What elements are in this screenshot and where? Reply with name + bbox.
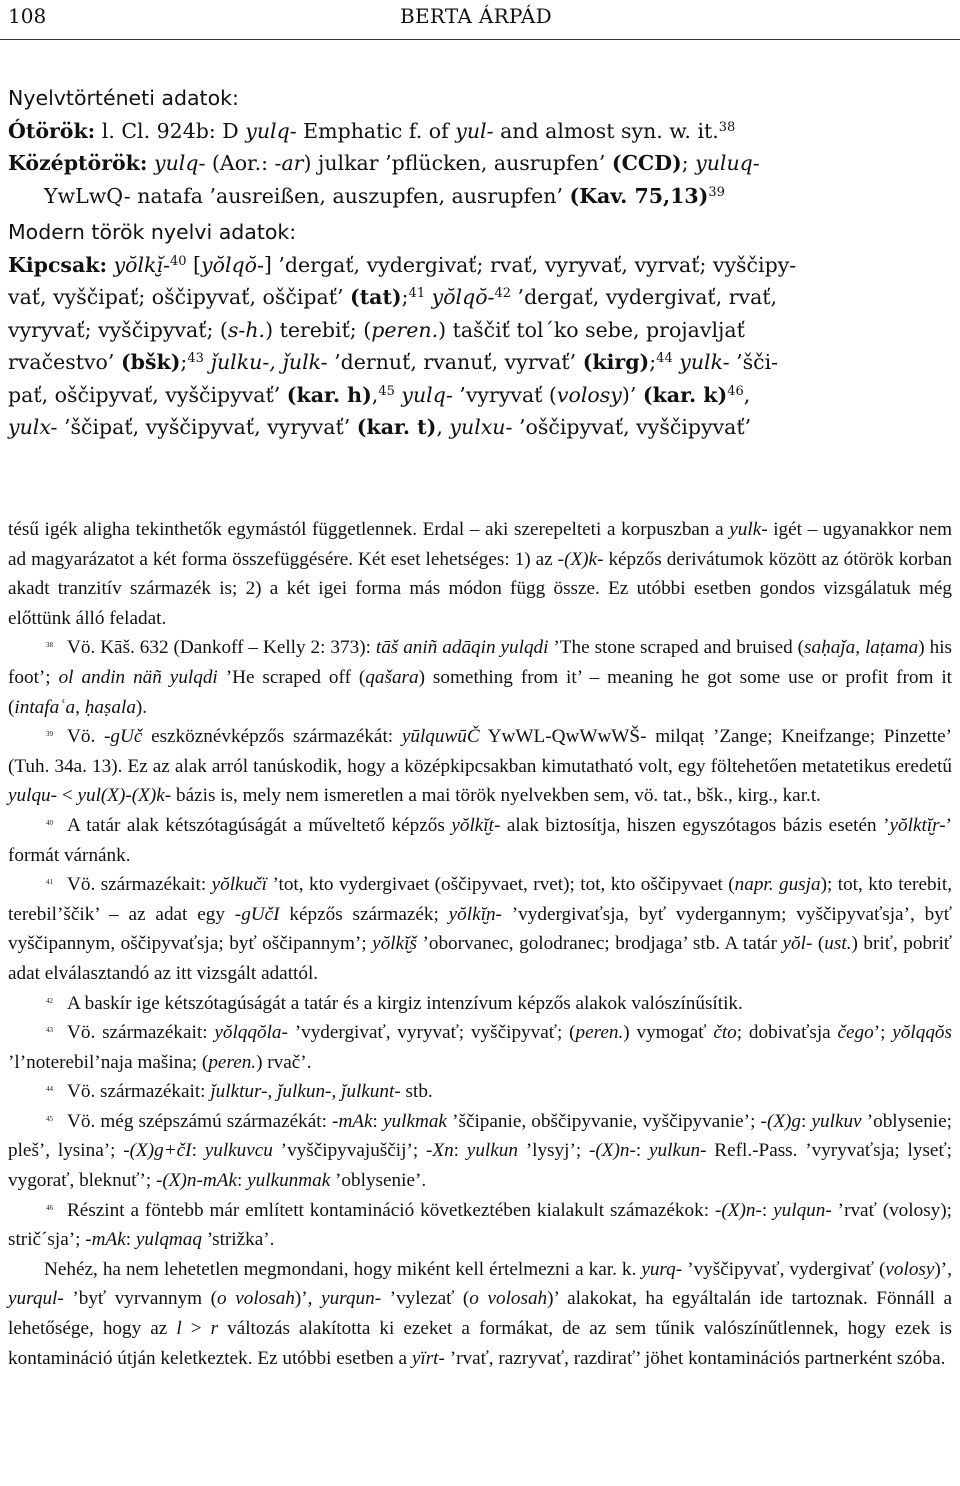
page-number: 108: [8, 4, 47, 28]
footnote-number: 44: [46, 1085, 53, 1094]
text: YwLwQ- natafa ’ausreißen, auszupfen, ausrupfen’: [44, 183, 570, 208]
footnote-number: 41: [46, 878, 53, 887]
word: yŏlqŏ-: [201, 252, 264, 277]
word: yŏlktĭ̮r-: [889, 814, 946, 836]
word: yurq-: [641, 1258, 683, 1280]
footnote-ref: 38: [718, 119, 736, 135]
text: ,: [743, 382, 751, 407]
text: ’tot, kto vydergivaet (oščipyvaet, rvet); tot, kto oščipyvaet (: [267, 874, 735, 896]
word: yŏlkĭ̮-: [113, 252, 170, 277]
text: ’He scraped off (: [217, 666, 366, 688]
text: változás alakította ki ezeket a formákat, de az sem tűnik valószínűtlennek, hogy ezek is kontamináció útján keletkeztek. Ez utóbbi esetben a: [8, 1318, 953, 1369]
text: alak biztosítja, hiszen egyszótagos bázis esetén ’: [500, 814, 890, 836]
text: ’ formát várnánk.: [8, 814, 952, 866]
text: Vö. származékait:: [67, 1081, 211, 1103]
text: [: [186, 252, 202, 277]
word: (X)g: [766, 1110, 802, 1132]
text: Vö. származékait:: [67, 874, 212, 896]
text: ’vylezať (: [381, 1288, 470, 1310]
historical-heading: Nyelvtörténeti adatok:: [8, 86, 239, 110]
footnote-number: 45: [46, 1114, 53, 1123]
footnote-ref: 46: [727, 383, 744, 399]
text: ’oborvanec, golodranec; brodjaga’ stb. A tatár: [416, 933, 783, 955]
footnotes: [8, 515, 952, 1373]
word: yulkunmak: [247, 1170, 331, 1192]
text: ’The stone scraped and bruised (: [548, 637, 805, 659]
word: (X)n-: [721, 1199, 762, 1221]
word: yul(X)-(X)k-: [77, 785, 172, 807]
text: ) taščiť tol´ko sebe, projavljať: [438, 317, 745, 342]
text: and almost syn. w. it.: [493, 118, 719, 143]
word: ol andin näñ yulqdi: [58, 666, 218, 688]
lang-abbr: (kar. k): [642, 382, 728, 407]
text: ’oščipyvať, vyščipyvať’: [512, 415, 752, 439]
source-abbr: (CCD): [611, 151, 682, 175]
text: igét – ugyanakkor nem ad magyarázatot a két forma összefüggésére. Két eset lehetséges: 1) az -: [8, 519, 953, 570]
footnote-ref: 41: [408, 286, 426, 301]
word: yulqu-: [8, 785, 58, 807]
word: s-h.: [227, 317, 266, 342]
text: vyryvať; vyščipyvať; (: [8, 317, 228, 342]
running-header: [8, 4, 952, 38]
text: ) julkar ’pflücken, ausrupfen’: [303, 151, 612, 175]
word: r: [210, 1318, 219, 1340]
oldturkic-entry: [8, 115, 952, 148]
text: ’l’noterebil’naja mašina; (: [8, 1051, 209, 1073]
word: yulk-: [672, 350, 730, 374]
footnote-ref: 45: [378, 383, 395, 399]
text: Refl.-Pass. ’vyryvaťsja; lyseť; vygorať, bleknuť’; -: [8, 1140, 952, 1192]
text: ,: [267, 1081, 278, 1103]
word: qašara: [365, 666, 419, 688]
word: yulqun-: [773, 1199, 832, 1221]
word: volosy: [885, 1258, 935, 1280]
word: yŏlqqŏs: [892, 1022, 952, 1044]
word: peren.: [575, 1022, 624, 1044]
text: Vö. -: [67, 726, 111, 748]
text: ); tot, kto terebit, terebil’ščik’ – az adat egy -: [8, 874, 953, 925]
kipcsak-entry: [8, 249, 952, 444]
word: gUčI: [241, 903, 280, 925]
text: ; dobivaťsja: [736, 1022, 838, 1044]
text: <: [57, 785, 78, 807]
text: ) vymogať: [623, 1022, 714, 1044]
word: yŏlkĭ̮š: [372, 933, 417, 955]
word: ǰulkun-: [277, 1081, 332, 1103]
text: :: [125, 1229, 136, 1251]
word: yulq-: [153, 151, 206, 175]
word: yŏlqŏ-: [425, 285, 495, 309]
text: :: [236, 1170, 248, 1192]
footnote-number: 46: [46, 1203, 53, 1212]
text: ) rvač’.: [256, 1051, 312, 1073]
text: :: [761, 1199, 774, 1221]
word: yïrt-: [411, 1347, 445, 1369]
word: tāš aniñ adāqin yulqdi: [375, 637, 549, 659]
text: ;: [649, 350, 657, 374]
text: ’dernuť, rvanuť, vyrvať’: [327, 350, 583, 374]
text: )’: [621, 382, 643, 407]
word: ar: [281, 151, 304, 175]
text: Nehéz, ha nem lehetetlen megmondani, hogy miként kell értelmezni a kar. k.: [44, 1258, 642, 1280]
word: yulq-: [394, 382, 453, 407]
footnote-43: [8, 1018, 952, 1077]
lang-abbr: (kar. h): [286, 382, 372, 407]
text: :: [635, 1140, 649, 1162]
text: eszköznévképzős származékát:: [142, 726, 402, 748]
word: ust.: [824, 933, 852, 955]
text: ) briť, pobriť adat elválasztandó az itt vizsgált adattól.: [8, 933, 952, 984]
text: Vö. még szépszámú származékát: -: [67, 1110, 339, 1132]
word: čto: [713, 1022, 737, 1044]
footnote-45: [8, 1107, 952, 1196]
text: ’dergať, vydergivať, rvať,: [511, 285, 778, 309]
text: A baskír ige kétszótagúságát a tatár és a kirgiz intenzívum képzős alakok valószínűsítik.: [67, 992, 743, 1014]
word: Xn: [432, 1140, 454, 1162]
running-head: BERTA ÁRPÁD: [400, 4, 552, 28]
text: :: [801, 1110, 812, 1132]
text: >: [181, 1318, 211, 1340]
text: Vö. származékait:: [67, 1022, 215, 1044]
footnote-40: [8, 811, 952, 870]
word: (X)n-: [595, 1140, 636, 1162]
text: )’ alakokat, ha egyáltalán ide tartoznak. Fönnáll a lehetősége, hogy az: [8, 1288, 952, 1340]
text: ) terebiť; (: [265, 317, 372, 342]
footnote-ref: 44: [656, 351, 673, 366]
text: (Aor.: -: [205, 151, 282, 175]
word: (X)k-: [564, 548, 604, 570]
text: :: [453, 1140, 467, 1162]
text: tésű igék aligha tekinthetők egymástól függetlennek. Erdal – aki szerepelteti a korpuszban a: [8, 519, 730, 540]
text: ’vydergivaťsja, byť vydergannym; vyščipyvaťsja’, byť vyščipannym, oščipyvaťsja; byť oščipannym’;: [8, 903, 952, 955]
text: ’lysyj’; -: [517, 1140, 596, 1162]
text: ’šči-: [729, 350, 779, 374]
word: ǰulku-, ǰulk-: [203, 350, 328, 374]
word: o volosah: [217, 1288, 295, 1310]
word: gUč: [110, 726, 143, 748]
text: :: [372, 1110, 384, 1132]
word: napr. gusja: [734, 874, 821, 896]
text: ’oblysenie; pleš’, lysina’; -: [8, 1110, 952, 1162]
word: yuluq-: [695, 151, 760, 175]
word: yūlquwūČ: [401, 726, 480, 748]
text: ’vyryvať (: [452, 382, 557, 407]
lang-abbr: (bšk): [120, 350, 181, 374]
footnote-continuation: [8, 515, 952, 633]
word: ǰulktur-: [210, 1081, 268, 1103]
word: yurqun-: [321, 1288, 382, 1310]
text: ] ’dergať, vydergivať; rvať, vyryvať, vyrvať; vyščipy-: [263, 252, 797, 277]
lang-abbr: (tat): [350, 285, 402, 309]
lang-abbr: (kar. t): [356, 415, 437, 439]
footnote-46: [8, 1196, 952, 1255]
footnote-number: 38: [46, 641, 53, 650]
header-rule: [0, 39, 960, 40]
text: :: [191, 1140, 205, 1162]
text: )’,: [934, 1258, 952, 1280]
word: yulkmak: [383, 1110, 447, 1132]
footnote-44: [8, 1077, 952, 1107]
word: peren.: [371, 317, 439, 342]
kipcsak-label: Kipcsak:: [8, 252, 108, 277]
footnote-38: [8, 633, 952, 722]
word: yulqmaq: [135, 1229, 202, 1251]
word: (X)g+čI: [129, 1140, 192, 1162]
word: mAk: [338, 1110, 373, 1132]
text: A tatár alak kétszótagúságát a műveltető képzős: [67, 814, 452, 836]
footnote-ref: 42: [494, 286, 512, 301]
text: ’rvať (volosy); strič´sja’; -: [8, 1199, 952, 1251]
word: yulkuv: [811, 1110, 862, 1132]
word: l: [176, 1318, 182, 1340]
text: ;: [401, 285, 409, 309]
footnote-number: 43: [46, 1026, 53, 1035]
word: yulkun: [466, 1140, 518, 1162]
word: peren.: [208, 1051, 257, 1073]
word: yŏlkĭ̮t-: [451, 814, 501, 836]
text: ,: [331, 1081, 342, 1103]
oldturkic-label: Ótörök:: [8, 118, 96, 143]
main-text: [8, 82, 952, 444]
footnote-ref: 40: [169, 253, 187, 269]
text: ’strižka’.: [201, 1229, 275, 1251]
word: yurqul-: [8, 1288, 64, 1310]
text: Vö. Kāš. 632 (Dankoff – Kelly 2: 373):: [67, 637, 376, 659]
word: yŏlkučï: [211, 874, 268, 896]
text: képzős származék;: [279, 903, 449, 925]
text: Részint a föntebb már említett kontamináció következtében kialakult számazékok: -: [67, 1199, 722, 1221]
text: stb.: [400, 1081, 433, 1103]
text: ’vyščipyvajuščij’; -: [272, 1140, 433, 1162]
text: rvačestvo’: [8, 350, 121, 374]
text: ’oblysenie’.: [330, 1170, 427, 1192]
footnote-39: [8, 722, 952, 811]
text: ’byť vyrvannym (: [63, 1288, 218, 1310]
source-abbr: (Kav. 75,13): [569, 183, 709, 208]
text: ’ščipať, vyščipyvať, vyryvať’: [57, 415, 357, 439]
word: volosy: [556, 382, 622, 407]
text: pať, oščipyvať, vyščipyvať’: [8, 382, 287, 407]
text: ) something from it’ – meaning he got some use or profit from it (: [8, 666, 952, 718]
body-paragraph: [8, 1255, 952, 1373]
word: yulkuvcu: [204, 1140, 273, 1162]
text: képzős derivátumok között az ótörök korban akadt tranzitív származék is; 2) a két igei forma más módon függ össze. Ez utóbbi esetben gondos vizsgálatuk még előttünk álló feladat.: [8, 548, 952, 629]
word: ǰulkunt-: [341, 1081, 401, 1103]
word: yŏlqqŏla-: [214, 1022, 288, 1044]
middleturkic-entry-cont: [8, 180, 952, 213]
lang-abbr: (kirg): [582, 350, 650, 374]
text: ’vyščipyvať, vydergivať (: [682, 1258, 886, 1280]
footnote-42: [8, 989, 952, 1019]
text: ,: [436, 415, 450, 439]
word: (X)n-mAk: [162, 1170, 237, 1192]
word: yulq-: [245, 118, 297, 143]
footnote-number: 40: [46, 818, 53, 827]
word: intafaʿa, ḥaṣala: [14, 696, 136, 718]
modern-heading: Modern török nyelvi adatok:: [8, 220, 297, 244]
word: yulx-: [8, 415, 58, 439]
text: bázis is, mely nem ismeretlen a mai török nyelvekben sem, vö. tat., bšk., kirg., kar.t.: [171, 785, 821, 807]
word: yŏlkĭ̮n-: [448, 903, 502, 925]
text: ) his foot’;: [8, 637, 952, 688]
text: ’rvať, razryvať, razdirať’ jöhet kontaminációs partnerként szóba.: [444, 1347, 946, 1369]
word: mAk: [91, 1229, 126, 1251]
text: Emphatic f. of: [296, 118, 456, 143]
text: ,: [371, 382, 379, 407]
text: ’ščipanie, obščipyvanie, vyščipyvanie’; -: [446, 1110, 767, 1132]
word: yulxu-: [449, 415, 513, 439]
text: (: [812, 933, 825, 955]
text: vať, vyščipať; oščipyvať, oščipať’: [8, 285, 350, 309]
footnote-number: 42: [46, 996, 53, 1005]
text: ;: [681, 151, 696, 175]
text: ’vydergivať, vyryvať; vyščipyvať; (: [287, 1022, 576, 1044]
text: ;: [180, 350, 188, 374]
word: yulkun-: [648, 1140, 707, 1162]
footnote-41: [8, 870, 952, 988]
word: čego: [837, 1022, 874, 1044]
text: )’,: [294, 1288, 322, 1310]
word: saḥaǰa, laṭama: [804, 637, 919, 659]
footnote-ref: 43: [187, 351, 204, 366]
text: YwWL-QwWwWŠ- milqaṭ ’Zange; Kneifzange; Pinzette’ (Tuh. 34a. 13). Ez az alak arról tanúskodik, hogy a középkipcsakban kimutatható volt, egy föltehetően metatetikus eredetű: [8, 726, 953, 777]
word: yulk-: [729, 519, 768, 540]
middleturkic-entry: [8, 147, 952, 180]
footnote-number: 39: [46, 730, 53, 739]
word: o volosah: [469, 1288, 548, 1310]
text: l. Cl. 924b: D: [95, 118, 246, 143]
word: yŏl-: [782, 933, 813, 955]
text: ’;: [873, 1022, 893, 1044]
middleturkic-label: Középtörök:: [8, 151, 148, 175]
text: ).: [135, 696, 148, 718]
footnote-ref: 39: [708, 184, 725, 200]
word: yul-: [455, 118, 494, 143]
